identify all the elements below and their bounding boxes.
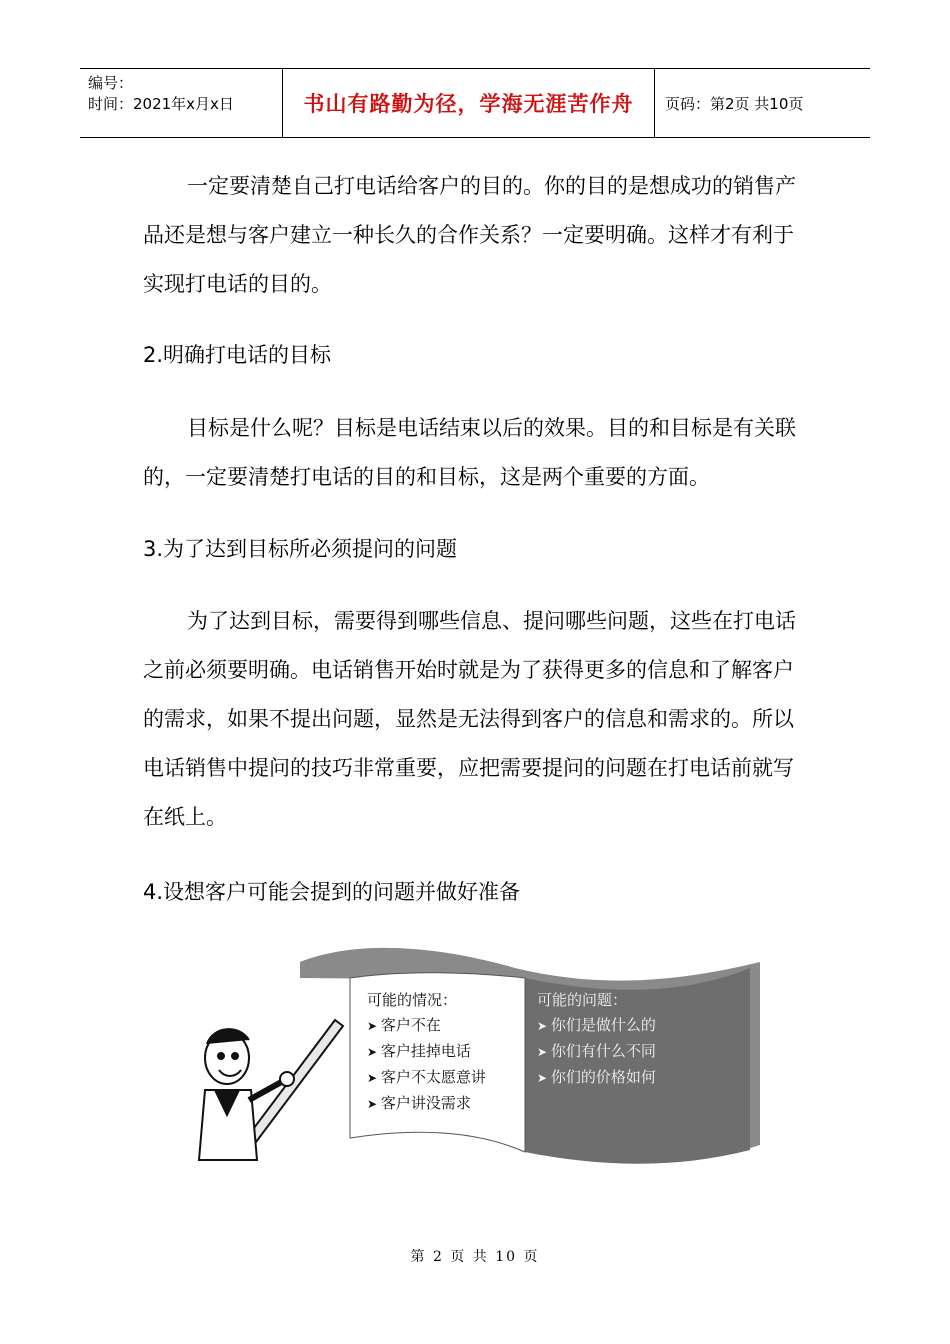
header-page-info <box>655 69 870 137</box>
motto: 书山有路勤为径，学海无涯苦作舟 <box>303 92 634 116</box>
page-header <box>80 68 870 138</box>
illustration-figure <box>185 940 765 1180</box>
situation-item: ➤ 客户不在 <box>367 1013 486 1039</box>
time-label: 时间：2021年x月x日 <box>88 95 234 113</box>
situation-item: ➤ 客户讲没需求 <box>367 1091 486 1117</box>
paragraph-3: 为了达到目标，需要得到哪些信息、提问哪些问题，这些在打电话之前必须要明确。电话销售开始时就是为了获得更多的信息和了解客户的需求，如果不提出问题，显然是无法得到客户的信息和需求的。所以电话销售中提问的技巧非常重要，应把需要提问的问题在打电话前就写在纸上。 <box>143 609 796 829</box>
situations-title: 可能的情况： <box>367 991 458 1009</box>
heading-4: 4.设想客户可能会提到的问题并做好准备 <box>143 880 521 904</box>
number-label: 编号： <box>88 74 134 92</box>
page-info: 页码：第2页 共10页 <box>665 94 804 113</box>
cartoon-man-icon <box>199 1020 343 1160</box>
situation-item: ➤ 客户不太愿意讲 <box>367 1065 486 1091</box>
question-item: ➤ 你们有什么不同 <box>537 1039 656 1065</box>
header-meta <box>80 69 283 137</box>
paragraph-2: 目标是什么呢？目标是电话结束以后的效果。目的和目标是有关联的，一定要清楚打电话的目的和目标，这是两个重要的方面。 <box>143 416 796 489</box>
heading-3: 3.为了达到目标所必须提问的问题 <box>143 537 458 561</box>
questions-title: 可能的问题： <box>537 991 628 1009</box>
page-footer: 第 2 页 共 10 页 <box>410 1249 540 1265</box>
paragraph-1: 一定要清楚自己打电话给客户的目的。你的目的是想成功的销售产品还是想与客户建立一种长久的合作关系？一定要明确。这样才有利于实现打电话的目的。 <box>143 174 796 296</box>
heading-2: 2.明确打电话的目标 <box>143 343 332 367</box>
question-item: ➤ 你们的价格如何 <box>537 1065 656 1091</box>
situation-item: ➤ 客户挂掉电话 <box>367 1039 486 1065</box>
possible-situations-list <box>367 988 486 1117</box>
header-motto-cell <box>283 69 655 137</box>
question-item: ➤ 你们是做什么的 <box>537 1013 656 1039</box>
possible-questions-list <box>537 988 656 1091</box>
